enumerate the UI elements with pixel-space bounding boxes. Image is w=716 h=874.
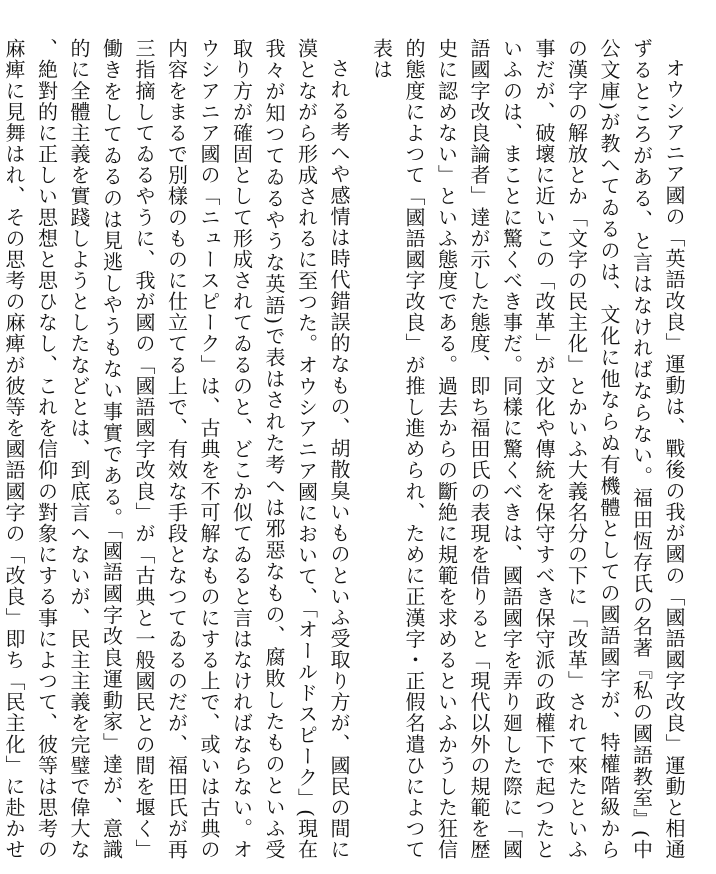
vertical-text-body bbox=[0, 38, 690, 860]
paragraph-1: オウシアニア國の「英語改良」運動は、戰後の我が國の「國語國字改良」運動と相通ずるところがある、と言はなければならない。福田恆存氏の名著『私の國語教室』(中公文庫)が教へてゐるのは、文化に他ならぬ有機體としての國語國字が、特權階級からの漢字の解放とか「文字の民主化」とかいふ大義名分の下に「改革」されて來たといふ事だが、破壞に近いこの「改革」が文化や傳統を保守すべき保守派の政權下で起つたといふのは、まことに驚くべき事だ。同樣に驚くべきは、國語國字を弄り廻した際に「國語國字改良論者」達が示した態度、即ち福田氏の表現を借りると「現代以外の規範を歴史に認めない」といふ態度である。過去からの斷絶に規範を求めるといふかうした狂信的態度によつて「國語國字改良」が推し進められ、ために正漢字・正假名遣ひによつて表は bbox=[369, 38, 686, 860]
paragraph-2: される考へや感情は時代錯誤的なもの、胡散臭いものといふ受取り方が、國民の間に漠とながら形成されるに至つた。オウシアニア國において、「オールドスピーク」(現在我々が知つてゐるやうな英語)で表はされた考へは邪惡なもの、腐敗したものといふ受取り方が確固として形成されてゐるのと、どこか似てゐると言はなければならない。オウシアニア國の「ニュースピーク」は、古典を不可解なものにする上で、或いは古典の内容をまるで別樣のものに仕立てる上で、有效な手段となつてゐるのだが、福田氏が再三指摘してゐるやうに、我が國の「國語國字改良」が「古典と一般國民との間を堰く」働きをしてゐるのは見逃しやうもない事實である。「國語國字改良運動家」達が、意識的に全體主義を實踐しようとしたなどとは、到底言へないが、民主主義を完璧で偉大な、絶對的に正しい思想と思ひなし、これを信仰の對象にする事によつて、彼等は思考の麻痺に見舞はれ、その思考の麻痺が彼等を國語國字の「改良」即ち「民主化」に赴かせ bbox=[2, 38, 351, 860]
